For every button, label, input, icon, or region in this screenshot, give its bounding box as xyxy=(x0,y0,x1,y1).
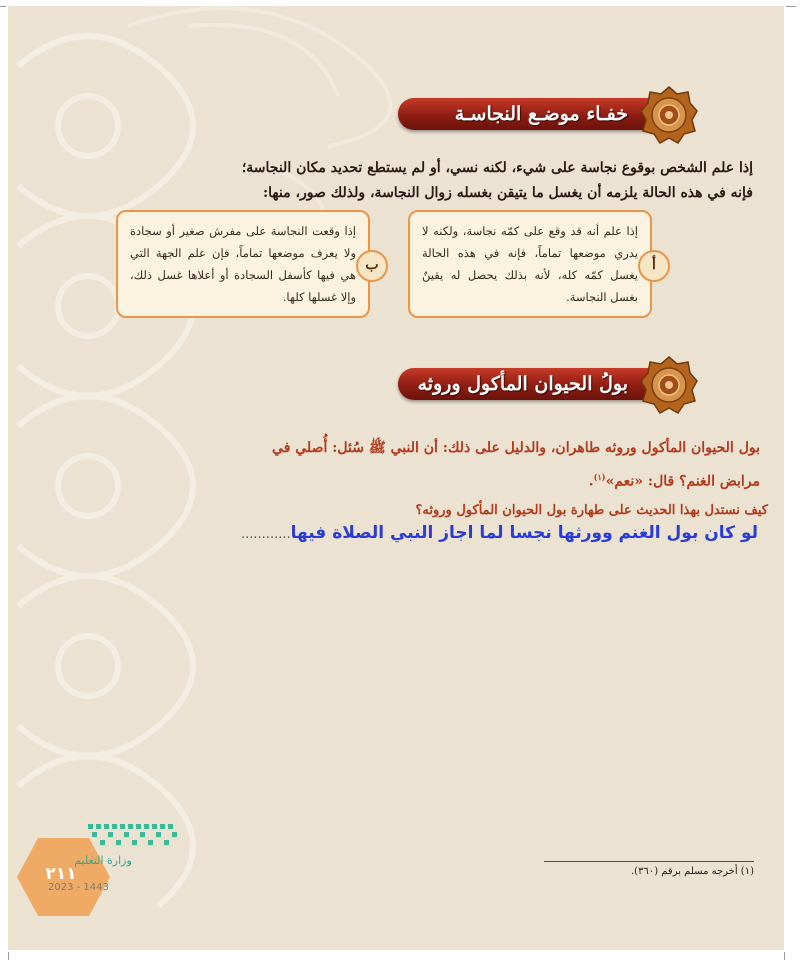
case-b-box xyxy=(116,210,370,318)
ornament-medal-icon xyxy=(640,356,698,414)
handwritten-answer[interactable] xyxy=(198,519,758,549)
evidence-line-1: بول الحيوان المأكول وروثه طاهران، والدليل على ذلك: أن النبي ﷺ سُئل: أُصلي في xyxy=(272,440,760,456)
answer-text: لو كان بول الغنم وورثها نجسا لما اجاز النبي الصلاة فيها xyxy=(290,523,758,543)
edition-code: 2023 - 1443 xyxy=(48,882,109,893)
case-b-badge: ب xyxy=(356,250,388,282)
question-text: كيف نستدل بهذا الحديث على طهارة بول الحيوان المأكول وروثه؟ xyxy=(415,503,768,518)
case-b-text: إذا وقعت النجاسة على مفرش صغير أو سجادة ولا يعرف موضعها تماماً، فإن علم الجهة التي هي فيها كأسفل السجادة أو أعلاها غسل ذلك، وإلا غسلها كلها. xyxy=(130,224,356,304)
section-title: خفـاء موضـع النجاسـة xyxy=(454,103,628,125)
crop-mark xyxy=(0,6,6,7)
footnote-divider xyxy=(544,861,754,862)
crop-mark xyxy=(784,952,785,960)
page-number: ٢١١ xyxy=(45,864,77,884)
ministry-name: وزارة التعليم xyxy=(74,854,132,867)
footnote-text: (١) أخرجه مسلم برقم (٣٦٠). xyxy=(630,866,754,877)
crop-mark xyxy=(786,6,796,7)
intro-line-2: فإنه في هذه الحالة يلزمه أن يغسل ما يتيقن بغسله زوال النجاسة، ولذلك صور، منها: xyxy=(262,185,753,201)
section-banner-najasa xyxy=(398,86,698,138)
evidence-line-2: مرابض الغنم؟ قال: «نعم»$^{(١)}$. xyxy=(588,472,760,490)
intro-line-1: إذا علم الشخص بوقوع نجاسة على شيء، لكنه نسي، أو لم يستطع تحديد مكان النجاسة؛ xyxy=(241,160,753,176)
intro-paragraph xyxy=(116,156,753,206)
case-a-box xyxy=(408,210,652,318)
section-title: بولُ الحيوان المأكول وروثه xyxy=(417,373,628,395)
case-a-badge: أ xyxy=(638,250,670,282)
textbook-page xyxy=(8,6,784,950)
crop-mark xyxy=(8,952,9,960)
answer-dots: ............ xyxy=(241,527,291,542)
case-a-text: إذا علم أنه قد وقع على كمّه نجاسة، ولكنه لا يدري موضعها تماماً، فإنه في هذه الحالة يغسل كمّه كله، لأنه بذلك يحصل له يقينٌ بغسل النجاسة. xyxy=(422,224,638,304)
ornament-medal-icon xyxy=(640,86,698,144)
evidence-paragraph xyxy=(120,434,760,497)
section-banner-bawl xyxy=(398,356,698,408)
footnote-ref: (١) xyxy=(593,472,606,482)
